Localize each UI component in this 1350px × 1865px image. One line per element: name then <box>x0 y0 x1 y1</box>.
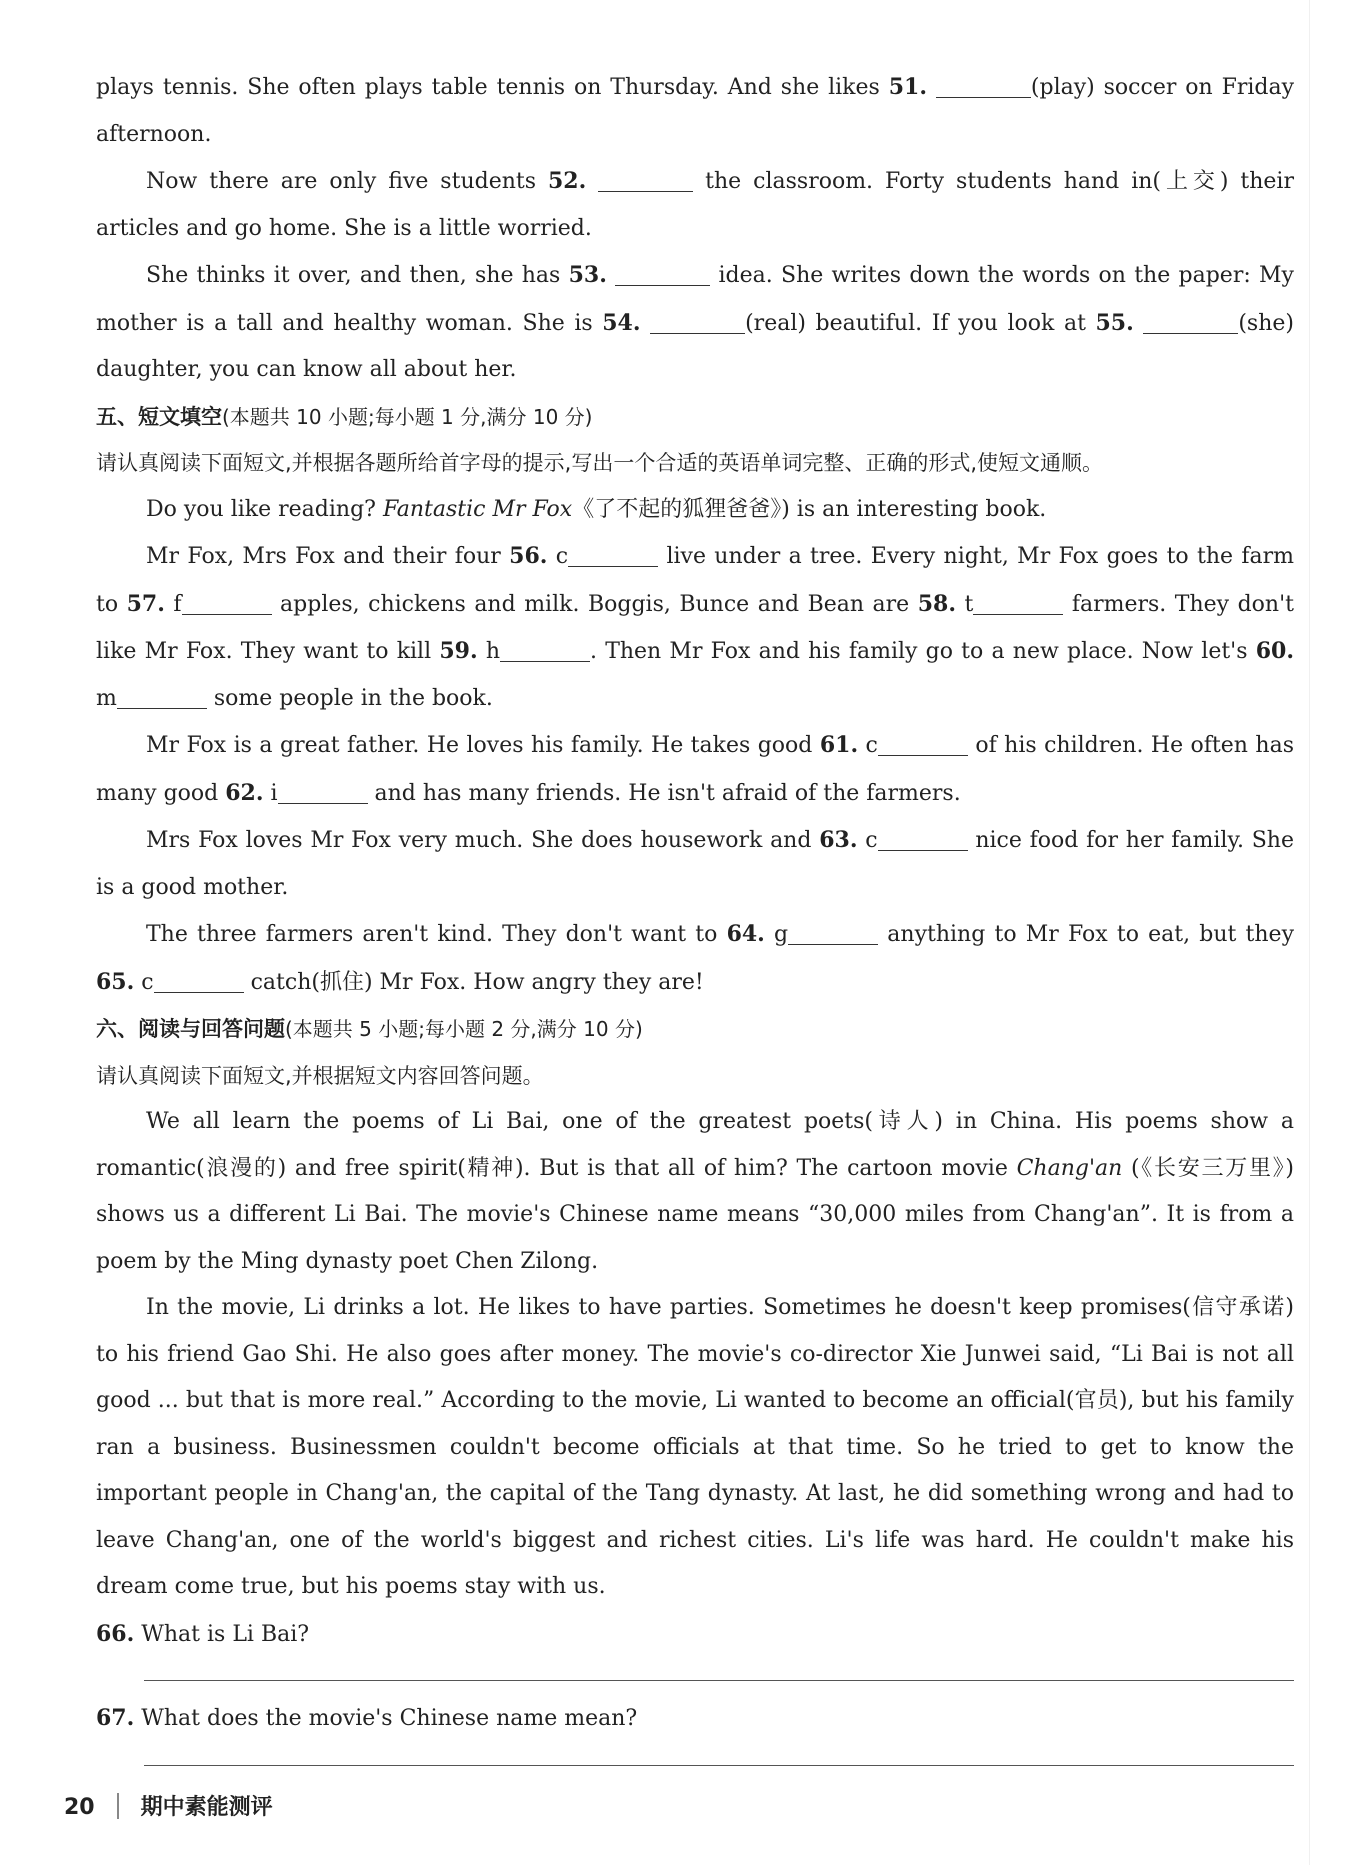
answer-blank-53[interactable] <box>615 263 710 286</box>
question-number: 53. <box>568 262 607 288</box>
passage-paragraph: Mr Fox is a great father. He loves his family. He takes good 61. c of his children. He often has many good 62. i and has many friends. He isn't afraid of the farmers. <box>96 732 1294 806</box>
section-title: 五、短文填空(本题共 10 小题;每小题 1 分,满分 10 分) <box>96 404 593 429</box>
movie-title: Chang'an <box>1016 1155 1123 1181</box>
passage-paragraph: The three farmers aren't kind. They don't want to 64. g anything to Mr Fox to eat, but they 65. c catch(抓住) Mr Fox. How angry they are! <box>96 921 1295 995</box>
question-number: 60. <box>1255 638 1294 664</box>
answer-blank-65[interactable] <box>154 970 244 993</box>
answer-line-67[interactable] <box>144 1765 1294 1766</box>
page-content <box>96 64 1294 1766</box>
answer-blank-55[interactable] <box>1143 311 1238 334</box>
section-instruction: 请认真阅读下面短文,并根据各题所给首字母的提示,写出一个合适的英语单词完整、正确的形式,使短文通顺。 <box>96 451 1104 475</box>
question-66: 66. What is Li Bai? <box>96 1620 310 1647</box>
answer-blank-63[interactable] <box>878 828 968 851</box>
section-title: 六、阅读与回答问题(本题共 5 小题;每小题 2 分,满分 10 分) <box>96 1017 643 1041</box>
answer-blank-64[interactable] <box>788 922 878 945</box>
question-number: 58. <box>917 590 956 617</box>
question-number: 55. <box>1095 309 1134 336</box>
passage-paragraph: We all learn the poems of Li Bai, one of the greatest poets(诗人) in China. His poems show a romantic(浪漫的) and free spirit(精神). But is that all of him? The cartoon movie Chang'an (《长安三万里》) shows us a different Li Bai. The movie's Chinese name means “30,000 miles from Chang'an”. It is from a poem by the Ming dynasty poet Chen Zilong. <box>96 1109 1294 1274</box>
book-title: Fantastic Mr Fox <box>382 496 573 522</box>
answer-blank-57[interactable] <box>182 592 272 615</box>
answer-line-66[interactable] <box>144 1680 1294 1681</box>
section-instruction: 请认真阅读下面短文,并根据短文内容回答问题。 <box>96 1063 544 1088</box>
passage-paragraph: plays tennis. She often plays table tennis on Thursday. And she likes 51. (play) soccer on Friday afternoon. <box>96 74 1295 147</box>
question-number: 51. <box>888 74 928 100</box>
passage-paragraph: She thinks it over, and then, she has 53. idea. She writes down the words on the paper: My mother is a tall and healthy woman. She is 54. (real) beautiful. If you look at 55. (she) daughter, you can know all about her. <box>96 262 1294 382</box>
margin-line <box>1309 0 1310 1865</box>
question-number: 54. <box>602 309 641 336</box>
answer-blank-62[interactable] <box>278 781 368 804</box>
answer-blank-60[interactable] <box>117 686 207 709</box>
answer-blank-54[interactable] <box>650 311 745 334</box>
question-number: 56. <box>509 543 548 569</box>
answer-blank-59[interactable] <box>500 639 590 662</box>
question-number: 59. <box>439 638 478 664</box>
question-67: 67. What does the movie's Chinese name mean? <box>96 1705 638 1731</box>
question-number: 63. <box>819 827 858 853</box>
page-footer <box>64 1790 273 1821</box>
answer-blank-56[interactable] <box>568 544 658 567</box>
question-number: 65. <box>96 968 135 995</box>
question-number: 57. <box>126 590 165 617</box>
question-number: 52. <box>547 168 587 194</box>
passage-paragraph: Mr Fox, Mrs Fox and their four 56. c live under a tree. Every night, Mr Fox goes to the farm to 57. f apples, chickens and milk. Boggis, Bunce and Bean are 58. t farmers. They don't like Mr Fox. They want to kill 59. h . Then Mr Fox and his family go to a new place. Now let's 60. m some people in the book. <box>96 543 1294 711</box>
answer-blank-52[interactable] <box>598 169 693 192</box>
footer-title: 期中素能测评 <box>140 1795 273 1820</box>
question-number: 64. <box>726 921 765 947</box>
answer-blank-61[interactable] <box>878 733 968 756</box>
question-number: 62. <box>225 779 264 806</box>
answer-blank-58[interactable] <box>973 592 1063 615</box>
question-number: 67. <box>96 1705 135 1731</box>
passage-paragraph: Now there are only five students 52. the classroom. Forty students hand in(上交) their articles and go home. She is a little worried. <box>96 168 1294 241</box>
answer-blank-51[interactable] <box>936 75 1031 98</box>
passage-paragraph: Do you like reading? Fantastic Mr Fox《了不起的狐狸爸爸》) is an interesting book. <box>146 496 1047 522</box>
question-number: 66. <box>96 1620 135 1647</box>
footer-divider <box>117 1793 119 1819</box>
page-number: 20 <box>64 1795 95 1820</box>
passage-paragraph: Mrs Fox loves Mr Fox very much. She does housework and 63. c nice food for her family. She is a good mother. <box>96 827 1294 900</box>
question-number: 61. <box>819 732 859 758</box>
passage-paragraph: In the movie, Li drinks a lot. He likes to have parties. Sometimes he doesn't keep promises(信守承诺) to his friend Gao Shi. He also goes after money. The movie's co-director Xie Junwei said, “Li Bai is not all good ... but that is more real.” According to the movie, Li wanted to become an official(官员), but his family ran a business. Businessmen couldn't become officials at that time. So he tried to get to know the important people in Chang'an, the capital of the Tang dynasty. At last, he did something wrong and had to leave Chang'an, one of the world's biggest and richest cities. Li's life was hard. He couldn't make his dream come true, but his poems stay with us. <box>96 1295 1294 1599</box>
